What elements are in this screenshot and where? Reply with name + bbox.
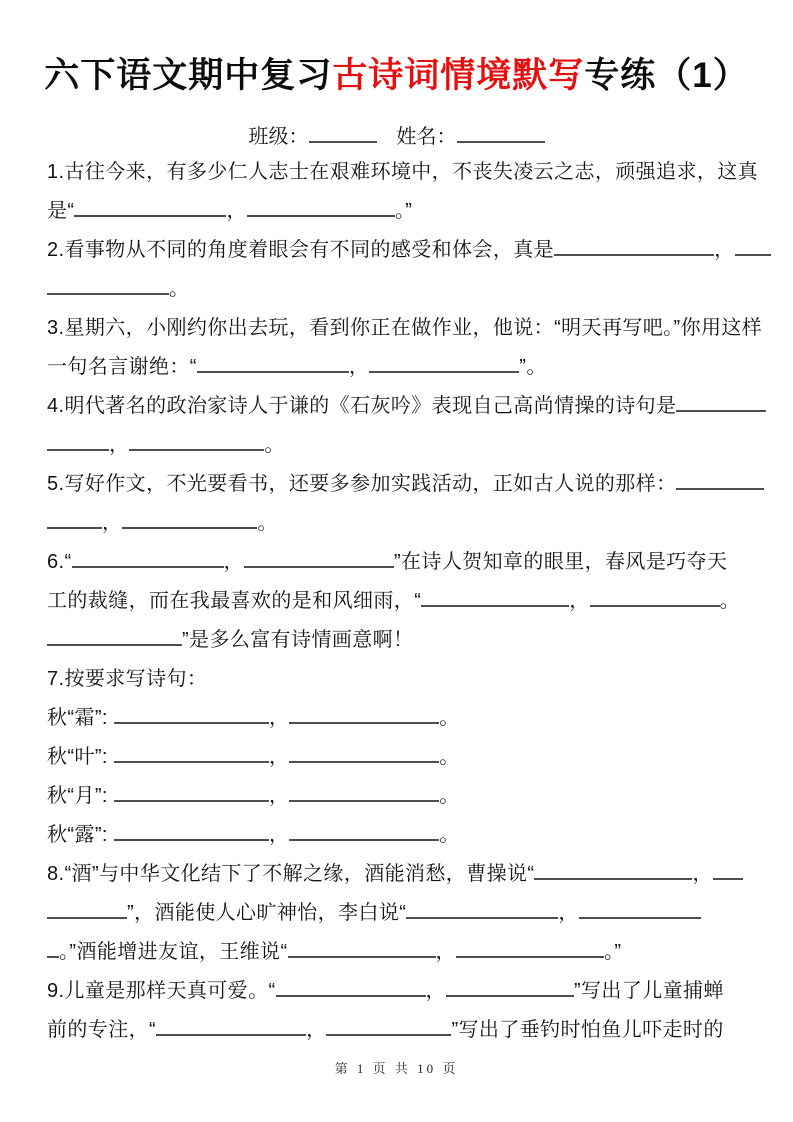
class-field <box>249 126 377 148</box>
worksheet-title <box>0 48 793 98</box>
answer-blank <box>276 977 426 997</box>
line-text: 是“ <box>47 200 75 222</box>
answer-blank <box>289 821 439 841</box>
answer-blank <box>406 899 558 919</box>
line-text: 7.按要求写诗句： <box>47 668 208 690</box>
line-text: ， <box>558 902 579 924</box>
answer-blank <box>47 431 109 451</box>
text-line <box>47 972 763 1011</box>
line-text: ”是多么富有诗情画意啊！ <box>182 629 414 651</box>
answer-blank <box>72 548 224 568</box>
line-text: 工的裁缝，而在我最喜欢的是和风细雨，“ <box>47 590 422 612</box>
line-text: 。 <box>439 785 460 807</box>
name-label: 姓名： <box>396 126 457 148</box>
title-highlight: 古诗词情境默写 <box>332 56 585 95</box>
text-line <box>47 192 763 231</box>
text-line <box>47 153 763 192</box>
line-text: 秋“叶”: <box>47 746 114 768</box>
answer-blank <box>713 860 743 880</box>
line-text: ， <box>268 746 290 768</box>
line-text: ， <box>714 239 735 261</box>
text-line <box>47 270 763 309</box>
line-text: ， <box>102 512 123 534</box>
answer-blank <box>534 860 692 880</box>
answer-blank <box>47 938 59 958</box>
answer-blank <box>47 275 169 295</box>
answer-blank <box>735 236 771 256</box>
answer-blank <box>579 899 701 919</box>
line-text: 1.古往今来，有多少仁人志士在艰难环境中，不丧失凌云之志，顽强追求，这真 <box>47 161 759 183</box>
line-text: ， <box>109 434 130 456</box>
answer-blank <box>114 704 269 724</box>
answer-blank <box>47 899 127 919</box>
line-text: ， <box>692 863 713 885</box>
answer-blank <box>326 1016 451 1036</box>
line-text: 3.星期六，小刚约你出去玩，看到你正在做作业，他说：“明天再写吧。”你用这样 <box>47 317 763 339</box>
text-line <box>47 504 763 543</box>
line-text: 。 <box>264 434 285 456</box>
line-text: 。”酒能增进友谊，王维说“ <box>59 941 288 963</box>
text-line <box>47 387 763 426</box>
answer-blank <box>114 821 269 841</box>
answer-blank <box>156 1016 306 1036</box>
line-text: 秋“霜”: <box>47 707 114 729</box>
line-text: 5.写好作文，不光要看书，还要多参加实践活动，正如古人说的那样： <box>47 473 677 495</box>
answer-blank <box>446 977 574 997</box>
line-text: 前的专注，“ <box>47 1019 157 1041</box>
answer-blank <box>676 392 766 412</box>
line-text: 秋“露”: <box>47 824 114 846</box>
line-text: ， <box>268 824 290 846</box>
line-text: ， <box>226 200 247 222</box>
answer-blank <box>676 470 764 490</box>
title-prefix: 六下语文期中复习 <box>44 56 333 95</box>
answer-blank <box>421 587 569 607</box>
line-text: 8.“酒”与中华文化结下了不解之缘，酒能消愁，曹操说“ <box>47 863 535 885</box>
answer-blank <box>590 587 720 607</box>
title-suffix: 专练（1） <box>584 56 749 95</box>
line-text: 秋“月”: <box>47 785 114 807</box>
line-text: 。 <box>169 278 190 300</box>
name-field <box>397 126 545 148</box>
line-text: ”在诗人贺知章的眼里，春风是巧夺天 <box>393 551 728 573</box>
answer-blank <box>288 938 436 958</box>
answer-blank <box>114 782 269 802</box>
line-text: 6.“ <box>47 551 72 573</box>
line-text: 。 <box>719 590 741 612</box>
answer-blank <box>289 782 439 802</box>
line-text: ， <box>569 590 590 612</box>
line-text: ， <box>435 941 456 963</box>
text-line <box>47 543 763 582</box>
text-line <box>47 777 763 816</box>
answer-blank <box>369 353 519 373</box>
answer-blank <box>289 743 439 763</box>
answer-blank <box>244 548 394 568</box>
line-text: ， <box>348 356 370 378</box>
text-line <box>47 1011 763 1050</box>
text-line <box>47 621 763 660</box>
answer-blank <box>47 626 182 646</box>
text-line <box>47 426 763 465</box>
line-text: ”。 <box>519 356 547 378</box>
class-name-row <box>0 120 793 149</box>
text-line <box>47 660 763 699</box>
line-text: ， <box>425 980 446 1002</box>
page-footer: 第 1 页 共 10 页 <box>334 1061 459 1076</box>
line-text: ”写出了儿童捕蝉 <box>573 980 724 1002</box>
line-text: 。 <box>439 824 460 846</box>
text-line <box>47 699 763 738</box>
answer-blank <box>554 236 714 256</box>
text-line <box>47 582 763 621</box>
text-line <box>47 348 763 387</box>
answer-blank <box>129 431 264 451</box>
class-blank <box>309 123 377 143</box>
answer-blank <box>47 509 102 529</box>
answer-blank <box>289 704 439 724</box>
answer-blank <box>456 938 604 958</box>
answer-blank <box>74 197 226 217</box>
line-text: 。” <box>394 200 413 222</box>
line-text: 一句名言谢绝：“ <box>47 356 197 378</box>
text-line <box>47 894 763 933</box>
line-text: ”写出了垂钓时怕鱼儿吓走时的 <box>451 1019 724 1041</box>
line-text: ， <box>268 707 290 729</box>
line-text: ， <box>268 785 290 807</box>
line-text: 。 <box>257 512 278 534</box>
line-text: 。 <box>439 707 460 729</box>
text-line <box>47 231 763 270</box>
name-blank <box>457 123 545 143</box>
answer-blank <box>247 197 395 217</box>
answer-blank <box>122 509 257 529</box>
answer-blank <box>114 743 269 763</box>
line-text: ， <box>306 1019 327 1041</box>
text-line <box>47 738 763 777</box>
line-text: 4.明代著名的政治家诗人于谦的《石灰吟》表现自己高尚情操的诗句是 <box>47 395 677 417</box>
answer-blank <box>197 353 349 373</box>
text-line <box>47 816 763 855</box>
text-line <box>47 933 763 972</box>
line-text: ”，酒能使人心旷神怡，李白说“ <box>127 902 407 924</box>
line-text: 。 <box>439 746 460 768</box>
text-line <box>47 855 763 894</box>
line-text: 9.儿童是那样天真可爱。“ <box>47 980 276 1002</box>
line-text: ， <box>223 551 244 573</box>
line-text: 。” <box>603 941 622 963</box>
worksheet-body <box>47 153 763 1050</box>
text-line <box>47 465 763 504</box>
class-label: 班级： <box>248 126 309 148</box>
line-text: 2.看事物从不同的角度着眼会有不同的感受和体会，真是 <box>47 239 555 261</box>
text-line <box>47 309 763 348</box>
